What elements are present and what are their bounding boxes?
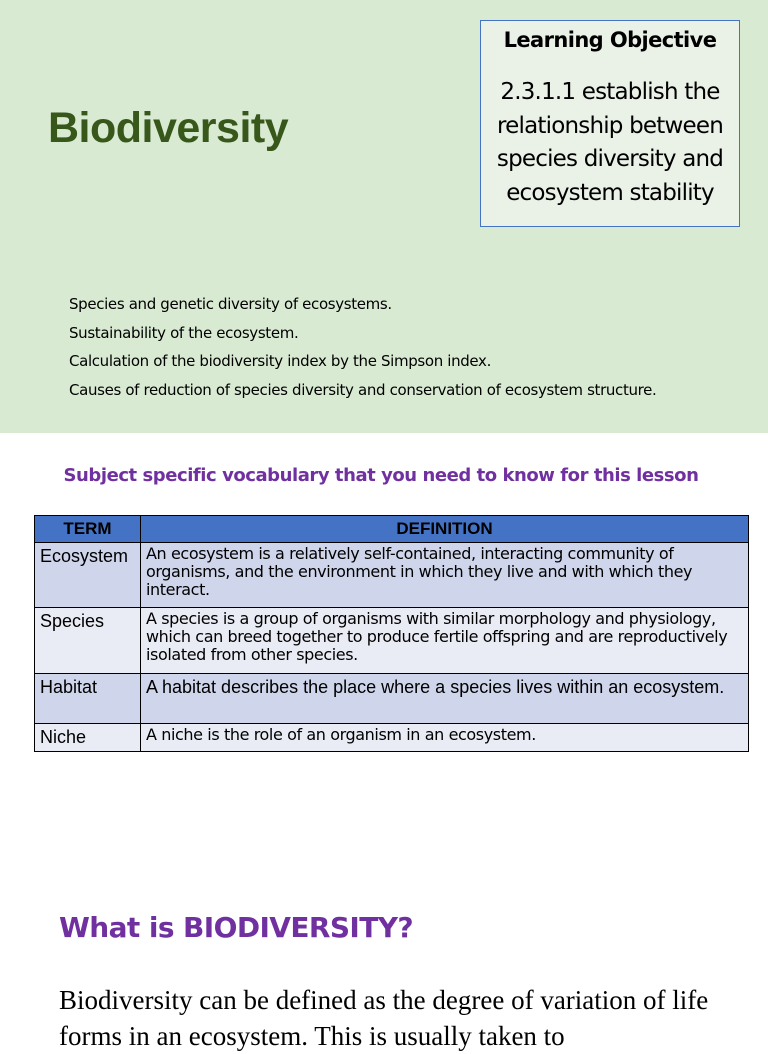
- table-row: [35, 724, 749, 752]
- page-title: Biodiversity: [48, 104, 289, 152]
- learning-objective-box: [480, 20, 740, 227]
- body-paragraph: Biodiversity can be defined as the degree of variation of life forms in an ecosystem. This is usually taken to: [59, 985, 709, 1051]
- vocabulary-table: [34, 515, 749, 752]
- definition-cell: A species is a group of organisms with similar morphology and physiology, which can breed together to produce fertile offspring and are reproductively isolated from other species.: [141, 608, 749, 674]
- table-row: [35, 674, 749, 724]
- topic-item: Calculation of the biodiversity index by the Simpson index.: [69, 352, 491, 371]
- topic-item: Species and genetic diversity of ecosystems.: [69, 295, 392, 313]
- column-header-definition: DEFINITION: [141, 516, 749, 543]
- vocabulary-heading: Subject specific vocabulary that you need to know for this lesson: [63, 465, 699, 486]
- table-row: [35, 608, 749, 674]
- definition-cell: An ecosystem is a relatively self-contained, interacting community of organisms, and the environment in which they live and with which they interact.: [141, 543, 749, 608]
- term-cell: Niche: [35, 724, 141, 752]
- term-cell: Ecosystem: [35, 543, 141, 608]
- column-header-term: TERM: [35, 516, 141, 543]
- learning-objective-text: 2.3.1.1 establish the relationship between species diversity and ecosystem stability: [496, 79, 724, 206]
- topic-item: Sustainability of the ecosystem.: [69, 323, 299, 342]
- table-header-row: [35, 516, 749, 543]
- definition-cell: A niche is the role of an organism in an ecosystem.: [141, 724, 749, 752]
- topic-item: Causes of reduction of species diversity and conservation of ecosystem structure.: [69, 381, 657, 400]
- table-row: [35, 543, 749, 608]
- topic-list: [69, 290, 656, 405]
- learning-objective-heading: Learning Objective: [503, 28, 717, 52]
- term-cell: Species: [35, 608, 141, 674]
- term-cell: Habitat: [35, 674, 141, 724]
- definition-cell: A habitat describes the place where a species lives within an ecosystem.: [141, 674, 749, 724]
- section-heading: What is BIODIVERSITY?: [59, 911, 414, 944]
